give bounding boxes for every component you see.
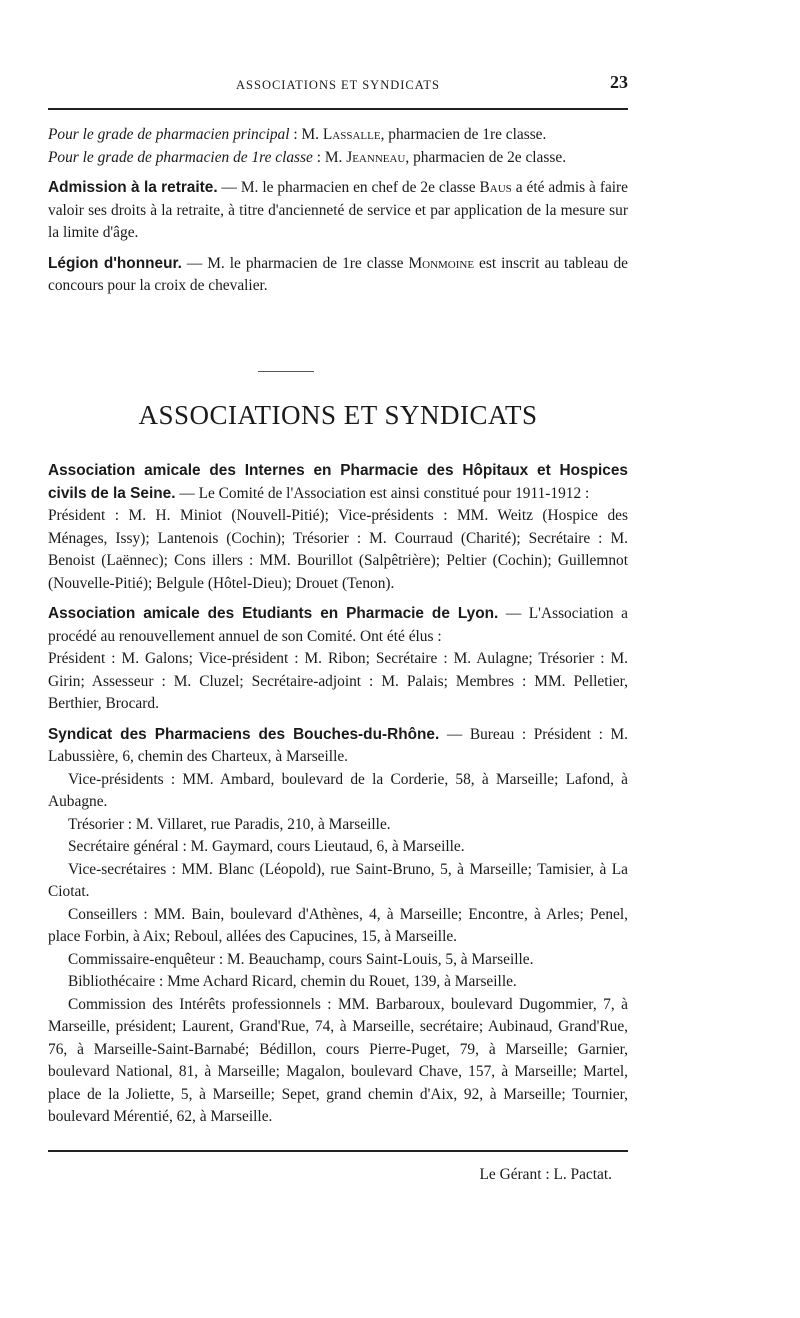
assoc1-heading: Association amicale des Internes en Pharmacie des Hôpitaux et Hospices civils de la Seine.	[48, 462, 628, 502]
top-paragraphs	[48, 124, 628, 298]
paragraph-pharmacien-1re-classe	[48, 147, 628, 170]
paragraph-legion-honneur	[48, 253, 628, 298]
association-etudiants-lyon	[48, 603, 628, 648]
syndicat-bouches-du-rhone	[48, 724, 628, 769]
synd-line: Commission des Intérêts professionnels : MM. Barbaroux, boulevard Dugommier, 7, à Marseille, président; Laurent, Grand'Rue, 74, à Marseille, secrétaire; Aubinaud, Grand'Rue, 76, à Marseille-Saint-Barnabé; Bédillon, cours Pierre-Puget, 79, à Marseille; Garnier, boulevard National, 81, à Marseille; Magalon, boulevard Chave, 157, à Marseille; Martel, place de la Joliette, 5, à Marseille; Sepet, grand chemin d'Aix, 92, à Marseille; Tournier, boulevard Mérentié, 62, à Marseille.	[48, 995, 628, 1125]
assoc2-heading: Association amicale des Etudiants en Pharmacie de Lyon.	[48, 605, 499, 622]
gerant-signature: Le Gérant : L. Pactat.	[479, 1166, 612, 1183]
p2-text-b: , pharmacien de 2e classe.	[405, 148, 567, 166]
legion-text-b: est inscrit au tableau de concours pour la croix de chevalier.	[48, 254, 628, 294]
legion-text-a: — M. le pharmacien de 1re classe	[181, 254, 409, 272]
associations-body	[48, 460, 628, 1129]
association-internes	[48, 460, 628, 505]
footer-rule	[48, 1150, 628, 1152]
running-title: ASSOCIATIONS ET SYNDICATS	[236, 78, 440, 92]
section-title: ASSOCIATIONS ET SYNDICATS	[138, 400, 538, 430]
p1-text-b: , pharmacien de 1re classe.	[380, 126, 547, 143]
p1-text-a: : M.	[289, 126, 323, 143]
p2-text-a: : M.	[312, 148, 347, 166]
p2-italic: Pour le grade de pharmacien de 1re classe	[48, 148, 313, 166]
legion-name: Monmoine	[408, 254, 475, 272]
synd-intro: — Bureau : Président : M. Labussière, 6, chemin des Charteux, à Marseille.	[48, 725, 628, 765]
retraite-text-a: — M. le pharmacien en chef de 2e classe	[217, 179, 480, 196]
synd-line: Commissaire-enquêteur : M. Beauchamp, cours Saint-Louis, 5, à Marseille.	[68, 950, 534, 968]
retraite-heading: Admission à la retraite.	[48, 179, 218, 196]
header-rule	[48, 108, 628, 110]
running-head	[48, 72, 628, 96]
p1-italic: Pour le grade de pharmacien principal	[48, 126, 290, 143]
synd-heading: Syndicat des Pharmaciens des Bouches-du-Rhône.	[48, 725, 440, 743]
paragraph-retraite	[48, 177, 628, 245]
p1-name: Lassalle	[322, 126, 381, 143]
paragraph-pharmacien-principal	[48, 124, 628, 147]
synd-line: Bibliothécaire : Mme Achard Ricard, chemin du Rouet, 139, à Marseille.	[68, 973, 517, 990]
synd-line: Secrétaire général : M. Gaymard, cours Lieutaud, 6, à Marseille.	[68, 838, 465, 855]
synd-line: Conseillers : MM. Bain, boulevard d'Athènes, 4, à Marseille; Encontre, à Arles; Penel, place Forbin, à Aix; Reboul, allées des Capucines, 15, à Marseille.	[48, 905, 628, 945]
page-number: 23	[610, 72, 628, 92]
legion-heading: Légion d'honneur.	[48, 254, 182, 272]
synd-line: Trésorier : M. Villaret, rue Paradis, 210, à Marseille.	[68, 815, 391, 833]
section-separator	[258, 371, 314, 372]
retraite-text-b: a été admis à faire valoir ses droits à la retraite, à titre d'ancienneté de service et par application de la mesure sur la limite d'âge.	[48, 179, 629, 241]
synd-line: Vice-présidents : MM. Ambard, boulevard de la Corderie, 58, à Marseille; Lafond, à Aubagne.	[48, 770, 628, 810]
assoc1-members: Président : M. H. Miniot (Nouvell-Pitié); Vice-présidents : MM. Weitz (Hospice des Ménages, Issy); Lantenois (Cochin); Trésorier : M. Courraud (Charité); Secrétaire : M. Benoist (Laënnec); Cons illers : MM. Bourillot (Salpêtrière); Peltier (Cochin); Guillemnot (Nouvelle-Pitié); Belgule (Hôtel-Dieu); Drouet (Tenon).	[48, 507, 628, 592]
assoc2-intro: — L'Association a procédé au renouvellement annuel de son Comité. Ont été élus :	[48, 605, 628, 645]
assoc1-intro: — Le Comité de l'Association est ainsi constitué pour 1911-1912 :	[175, 484, 590, 502]
retraite-name: Baus	[479, 179, 512, 196]
p2-name: Jeanneau	[346, 148, 406, 166]
assoc2-members: Président : M. Galons; Vice-président : M. Ribon; Secrétaire : M. Aulagne; Trésorier : M. Girin; Assesseur : M. Cluzel; Secrétaire-adjoint : M. Palais; Membres : MM. Pelletier, Berthier, Brocard.	[48, 650, 628, 712]
synd-line: Vice-secrétaires : MM. Blanc (Léopold), rue Saint-Bruno, 5, à Marseille; Tamisier, à La Ciotat.	[48, 860, 628, 900]
